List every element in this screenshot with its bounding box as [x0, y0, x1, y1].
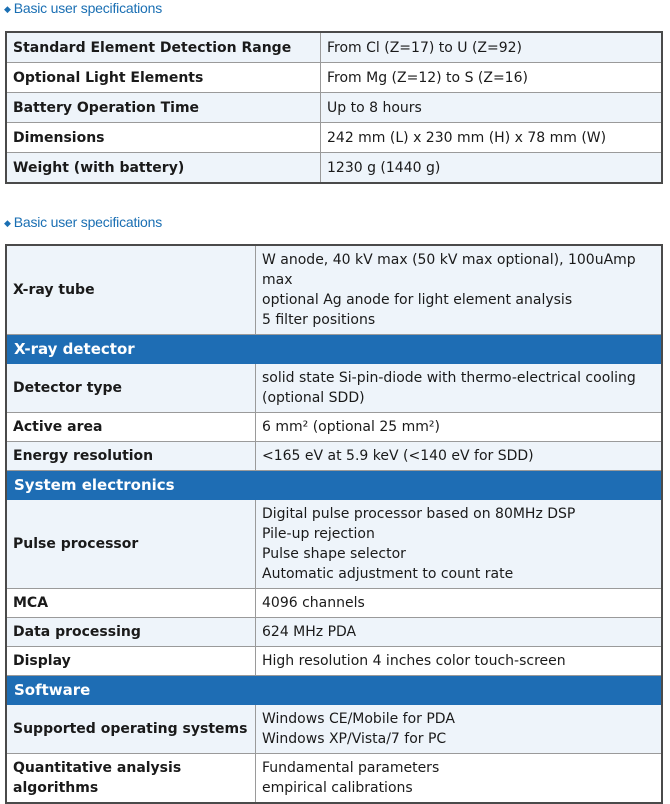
category-title: Software — [6, 676, 662, 705]
category-title: X-ray detector — [6, 335, 662, 364]
spec-label-line: algorithms — [13, 780, 99, 796]
spec-value: From Cl (Z=17) to U (Z=92) — [321, 32, 663, 63]
spec-label: Data processing — [6, 618, 256, 647]
spec-value-line: Windows XP/Vista/7 for PC — [262, 731, 447, 747]
basic-specs-table — [5, 31, 663, 184]
table-row — [6, 500, 662, 589]
section-heading-basic-specs-2 — [4, 214, 162, 230]
spec-value-line: W anode, 40 kV max (50 kV max optional), 100uAmp max — [262, 252, 636, 288]
spec-value-line: 5 filter positions — [262, 312, 376, 328]
table-row — [6, 63, 662, 93]
spec-label: X-ray tube — [6, 245, 256, 335]
section-heading-basic-specs — [4, 0, 162, 16]
table-row — [6, 442, 662, 471]
spec-label: Pulse processor — [6, 500, 256, 589]
spec-value: 624 MHz PDA — [256, 618, 663, 647]
table-row — [6, 364, 662, 413]
spec-value-line: Fundamental parameters — [262, 760, 440, 776]
spec-value-line: solid state Si-pin-diode with thermo-electrical cooling — [262, 370, 636, 386]
spec-value-line: empirical calibrations — [262, 780, 413, 796]
spec-label: Energy resolution — [6, 442, 256, 471]
section-heading-text: Basic user specifications — [13, 214, 163, 230]
spec-value: 4096 channels — [256, 589, 663, 618]
table-row — [6, 93, 662, 123]
table-row — [6, 123, 662, 153]
table-row — [6, 413, 662, 442]
spec-value: 6 mm² (optional 25 mm²) — [256, 413, 663, 442]
table-row — [6, 589, 662, 618]
spec-label: Optional Light Elements — [6, 63, 321, 93]
spec-value-line: (optional SDD) — [262, 390, 365, 406]
spec-label — [6, 754, 256, 804]
table-row — [6, 754, 662, 804]
spec-value-line: optional Ag anode for light element analysis — [262, 292, 573, 308]
spec-value: <165 eV at 5.9 keV (<140 eV for SDD) — [256, 442, 663, 471]
section-heading-text: Basic user specifications — [13, 0, 163, 16]
table-row — [6, 618, 662, 647]
table-row — [6, 32, 662, 63]
spec-value-line: Automatic adjustment to count rate — [262, 566, 514, 582]
category-title: System electronics — [6, 471, 662, 500]
category-band-software — [6, 676, 662, 705]
spec-label: Supported operating systems — [6, 705, 256, 754]
bullet-icon: ◆ — [4, 218, 11, 228]
category-band-electronics — [6, 471, 662, 500]
spec-value — [256, 245, 663, 335]
spec-label: Dimensions — [6, 123, 321, 153]
table-row — [6, 705, 662, 754]
spec-value: High resolution 4 inches color touch-screen — [256, 647, 663, 676]
detailed-specs-table — [5, 244, 663, 804]
category-band-detector — [6, 335, 662, 364]
spec-label: Weight (with battery) — [6, 153, 321, 184]
spec-label: Active area — [6, 413, 256, 442]
spec-value — [256, 364, 663, 413]
spec-value: 1230 g (1440 g) — [321, 153, 663, 184]
spec-label: Detector type — [6, 364, 256, 413]
table-row — [6, 245, 662, 335]
spec-value-line: Pulse shape selector — [262, 546, 406, 562]
spec-value — [256, 705, 663, 754]
spec-label: Display — [6, 647, 256, 676]
spec-label: Battery Operation Time — [6, 93, 321, 123]
spec-label: Standard Element Detection Range — [6, 32, 321, 63]
table-row — [6, 647, 662, 676]
spec-value: From Mg (Z=12) to S (Z=16) — [321, 63, 663, 93]
table-row — [6, 153, 662, 184]
spec-label: MCA — [6, 589, 256, 618]
spec-value — [256, 500, 663, 589]
spec-value-line: Digital pulse processor based on 80MHz DSP — [262, 506, 576, 522]
spec-value-line: Windows CE/Mobile for PDA — [262, 711, 455, 727]
spec-value-line: Pile-up rejection — [262, 526, 375, 542]
spec-value: 242 mm (L) x 230 mm (H) x 78 mm (W) — [321, 123, 663, 153]
spec-value — [256, 754, 663, 804]
bullet-icon: ◆ — [4, 4, 11, 14]
spec-label-line: Quantitative analysis — [13, 760, 182, 776]
spec-value: Up to 8 hours — [321, 93, 663, 123]
